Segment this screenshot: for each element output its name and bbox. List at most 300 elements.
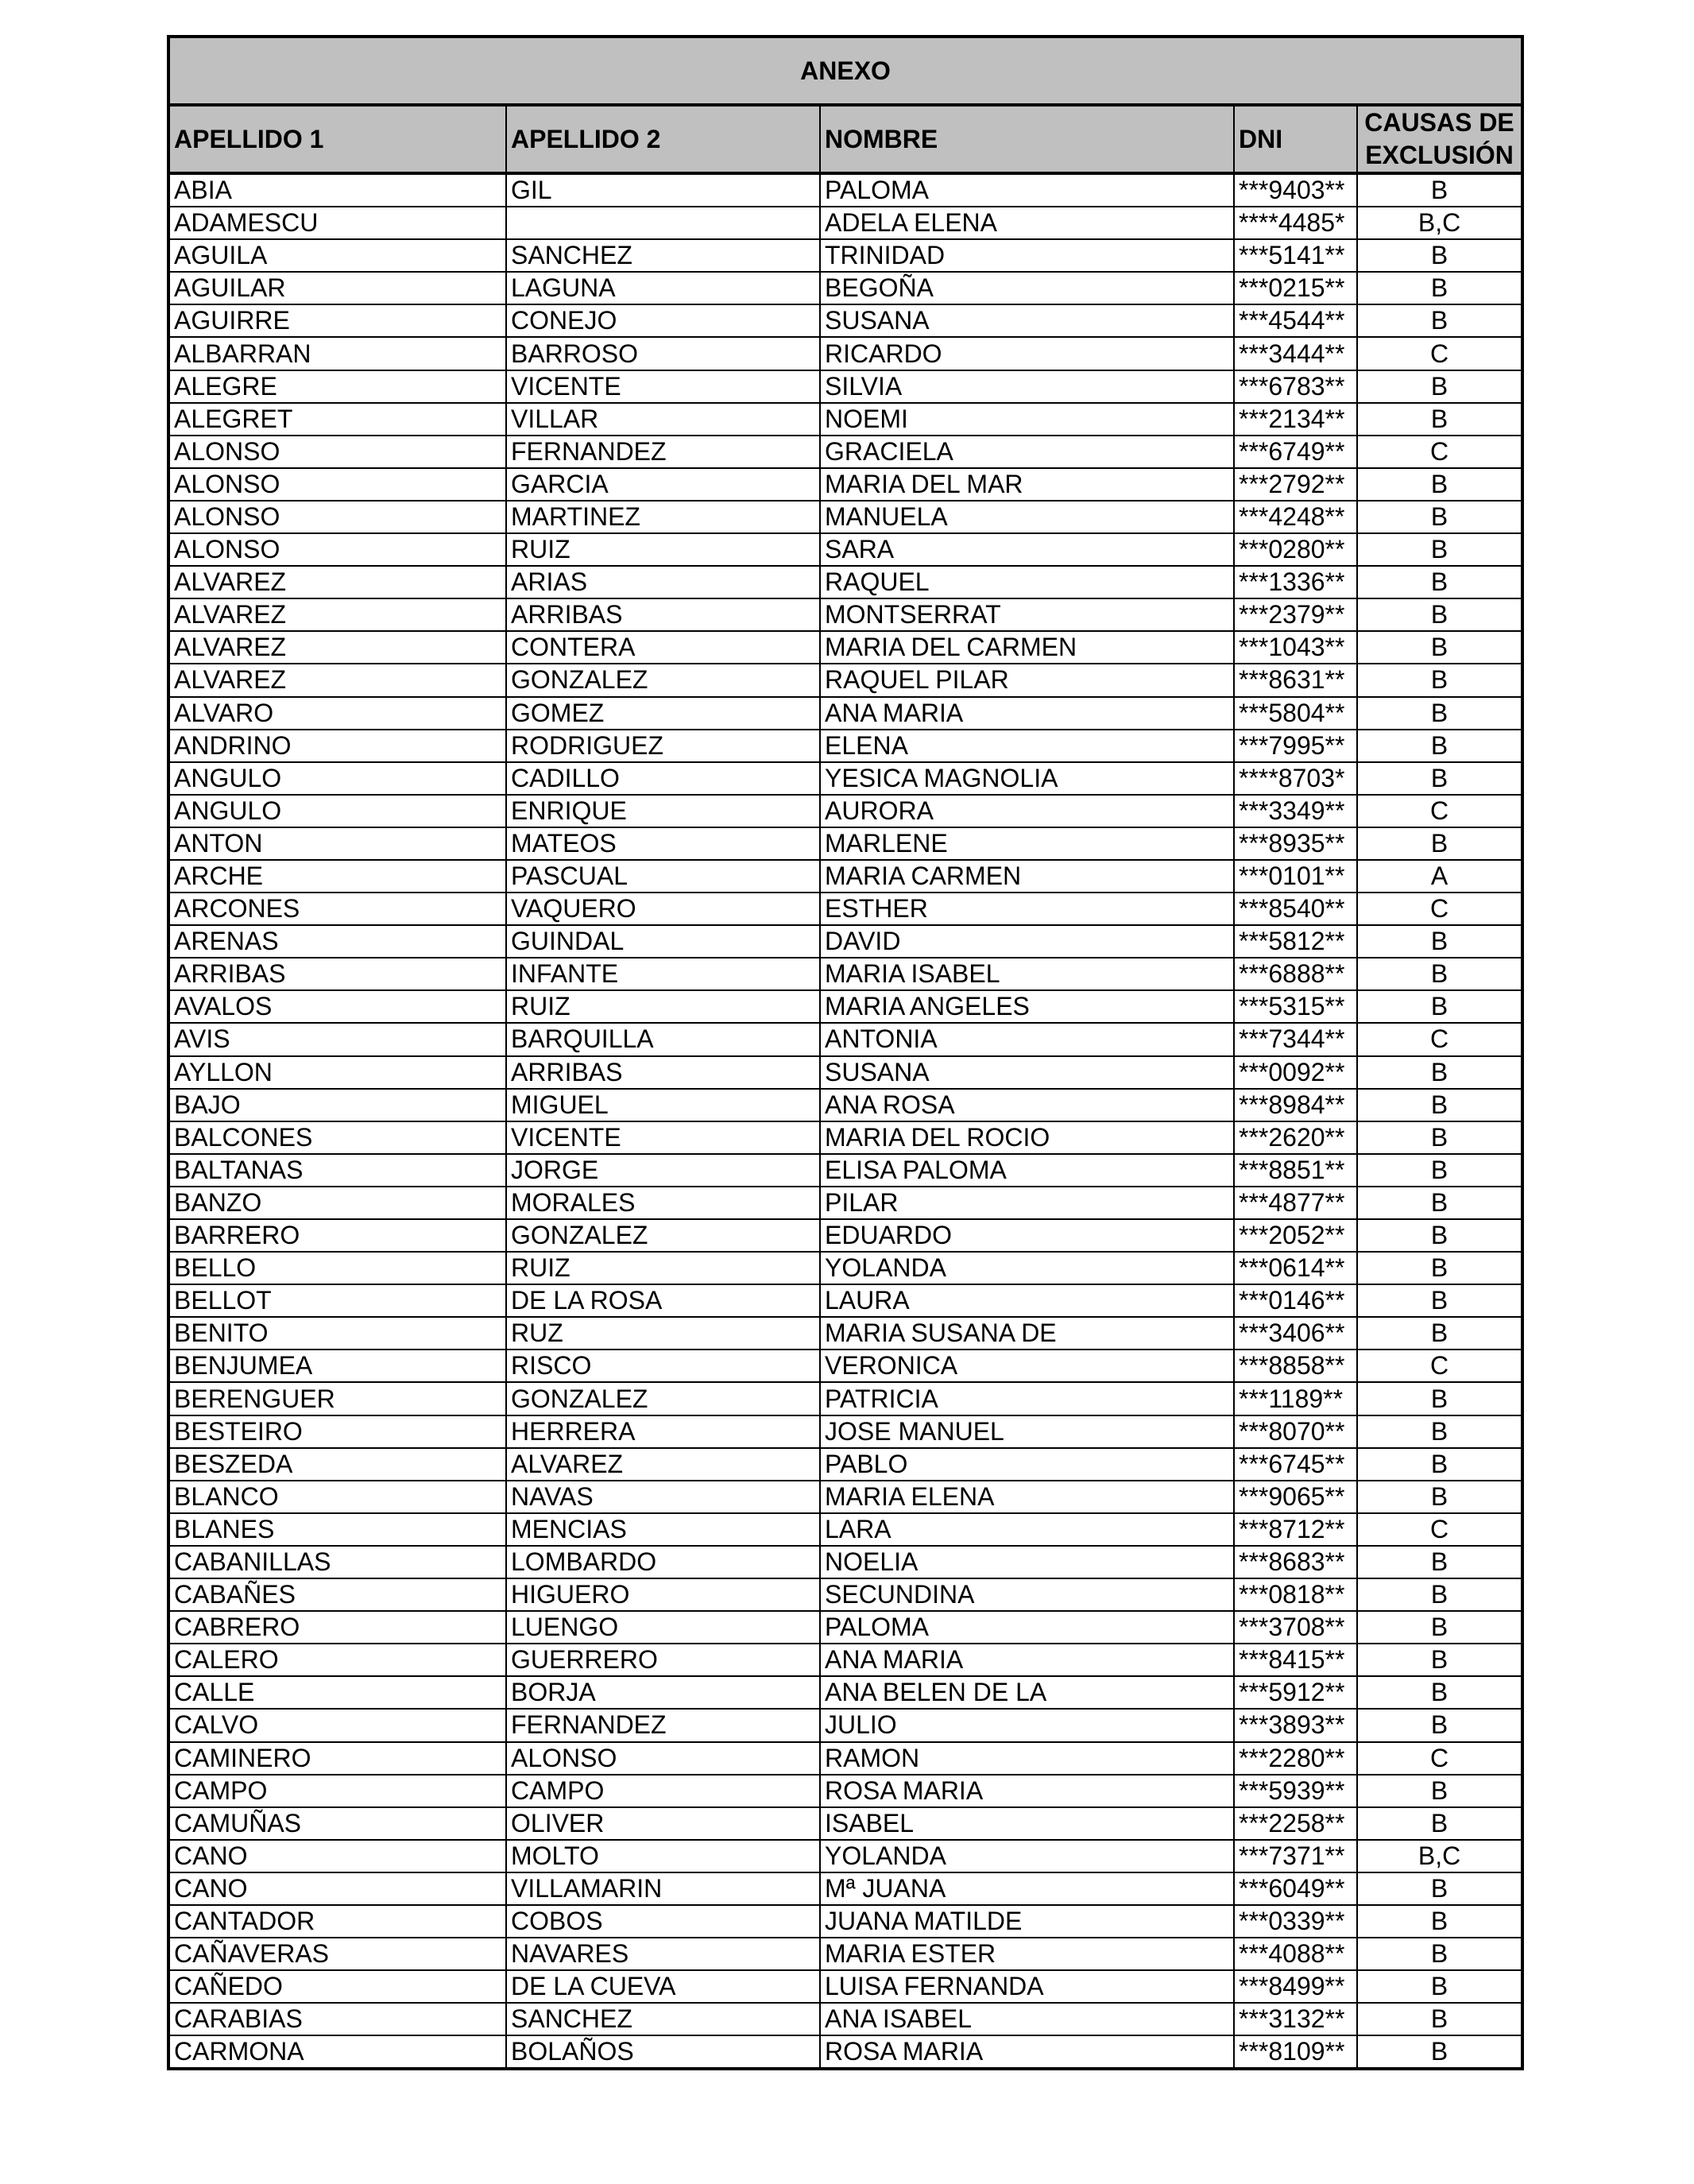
cell-apellido-2: MIGUEL [506, 1089, 820, 1121]
cell-dni: ***2134** [1234, 403, 1357, 436]
table-row [168, 925, 1522, 958]
cell-apellido-1: ARCHE [168, 860, 506, 893]
cell-apellido-1: BANZO [168, 1187, 506, 1219]
cell-nombre: JOSE MANUEL [820, 1415, 1234, 1448]
cell-nombre: JULIO [820, 1709, 1234, 1741]
cell-apellido-1: AGUILAR [168, 272, 506, 304]
cell-apellido-2: ARRIBAS [506, 598, 820, 631]
table-row [168, 239, 1522, 272]
cell-dni: ***4877** [1234, 1187, 1357, 1219]
cell-dni: ***5812** [1234, 925, 1357, 958]
cell-apellido-1: CALERO [168, 1644, 506, 1676]
cell-causas: B [1357, 1775, 1522, 1807]
cell-dni: ****8703* [1234, 762, 1357, 795]
cell-apellido-1: ADAMESCU [168, 207, 506, 239]
cell-dni: ***4248** [1234, 501, 1357, 533]
cell-causas: B [1357, 1676, 1522, 1709]
cell-apellido-2: GUERRERO [506, 1644, 820, 1676]
cell-dni: ***3132** [1234, 2003, 1357, 2035]
cell-causas: B [1357, 1611, 1522, 1644]
cell-causas: B [1357, 403, 1522, 436]
cell-apellido-1: ARCONES [168, 893, 506, 925]
table-row [168, 1056, 1522, 1089]
cell-causas: B [1357, 1970, 1522, 2003]
cell-apellido-1: BENJUMEA [168, 1350, 506, 1382]
cell-nombre: Mª JUANA [820, 1872, 1234, 1905]
cell-apellido-1: CAMPO [168, 1775, 506, 1807]
cell-apellido-2: ALVAREZ [506, 1448, 820, 1481]
cell-apellido-2: LOMBARDO [506, 1546, 820, 1578]
cell-causas: B [1357, 1252, 1522, 1284]
cell-apellido-2: CONEJO [506, 304, 820, 337]
cell-dni: ***3708** [1234, 1611, 1357, 1644]
cell-nombre: GRACIELA [820, 436, 1234, 468]
cell-nombre: ANA MARIA [820, 1644, 1234, 1676]
cell-nombre: MARIA ANGELES [820, 990, 1234, 1023]
table-row [168, 893, 1522, 925]
cell-nombre: BEGOÑA [820, 272, 1234, 304]
cell-dni: ***8070** [1234, 1415, 1357, 1448]
table-row [168, 304, 1522, 337]
cell-causas: B [1357, 1154, 1522, 1187]
cell-apellido-1: AGUILA [168, 239, 506, 272]
cell-dni: ***0818** [1234, 1578, 1357, 1611]
table-row [168, 697, 1522, 730]
table-row [168, 272, 1522, 304]
cell-nombre: MARIA ESTER [820, 1938, 1234, 1970]
cell-nombre: ANA ISABEL [820, 2003, 1234, 2035]
cell-dni: ****4485* [1234, 207, 1357, 239]
cell-nombre: ADELA ELENA [820, 207, 1234, 239]
cell-dni: ***8858** [1234, 1350, 1357, 1382]
cell-apellido-2: RUIZ [506, 1252, 820, 1284]
cell-apellido-1: ALONSO [168, 501, 506, 533]
cell-nombre: PALOMA [820, 173, 1234, 207]
cell-nombre: YOLANDA [820, 1840, 1234, 1872]
table-row [168, 1415, 1522, 1448]
cell-dni: ***8109** [1234, 2035, 1357, 2069]
table-row [168, 860, 1522, 893]
cell-nombre: RAQUEL [820, 566, 1234, 598]
cell-causas: B [1357, 2035, 1522, 2069]
cell-dni: ***6749** [1234, 436, 1357, 468]
cell-nombre: ELISA PALOMA [820, 1154, 1234, 1187]
cell-apellido-2: BORJA [506, 1676, 820, 1709]
cell-apellido-2: GONZALEZ [506, 664, 820, 696]
cell-nombre: RICARDO [820, 337, 1234, 370]
cell-causas: B [1357, 827, 1522, 860]
cell-apellido-1: BELLO [168, 1252, 506, 1284]
cell-apellido-1: CAMUÑAS [168, 1807, 506, 1840]
cell-apellido-1: CARABIAS [168, 2003, 506, 2035]
cell-nombre: VERONICA [820, 1350, 1234, 1382]
cell-causas: B [1357, 958, 1522, 990]
cell-apellido-2: RUZ [506, 1317, 820, 1350]
cell-apellido-1: ARENAS [168, 925, 506, 958]
cell-nombre: ANA MARIA [820, 697, 1234, 730]
cell-apellido-1: CABRERO [168, 1611, 506, 1644]
cell-causas: B [1357, 1382, 1522, 1415]
cell-causas: C [1357, 337, 1522, 370]
cell-dni: ***3893** [1234, 1709, 1357, 1741]
cell-apellido-1: CANTADOR [168, 1905, 506, 1938]
table-row [168, 533, 1522, 566]
cell-apellido-1: CANO [168, 1840, 506, 1872]
cell-dni: ***6783** [1234, 370, 1357, 403]
cell-dni: ***5912** [1234, 1676, 1357, 1709]
cell-nombre: DAVID [820, 925, 1234, 958]
table-row [168, 1154, 1522, 1187]
cell-apellido-1: BESZEDA [168, 1448, 506, 1481]
cell-apellido-2: FERNANDEZ [506, 1709, 820, 1741]
table-row [168, 1317, 1522, 1350]
cell-apellido-1: ALVAREZ [168, 598, 506, 631]
cell-dni: ***5804** [1234, 697, 1357, 730]
cell-dni: ***0146** [1234, 1284, 1357, 1317]
table-row [168, 1121, 1522, 1154]
cell-causas: B [1357, 1317, 1522, 1350]
cell-nombre: MARIA DEL CARMEN [820, 631, 1234, 664]
table-row [168, 1970, 1522, 2003]
table-row [168, 566, 1522, 598]
cell-dni: ***0215** [1234, 272, 1357, 304]
cell-apellido-2: RODRIGUEZ [506, 730, 820, 762]
cell-apellido-2: SANCHEZ [506, 239, 820, 272]
cell-apellido-1: CAMINERO [168, 1742, 506, 1775]
cell-causas: B [1357, 1121, 1522, 1154]
cell-nombre: MONTSERRAT [820, 598, 1234, 631]
cell-causas: B [1357, 1481, 1522, 1513]
cell-apellido-2: CADILLO [506, 762, 820, 795]
cell-nombre: MARIA SUSANA DE [820, 1317, 1234, 1350]
cell-nombre: SUSANA [820, 1056, 1234, 1089]
cell-dni: ***6888** [1234, 958, 1357, 990]
cell-nombre: ESTHER [820, 893, 1234, 925]
cell-dni: ***8683** [1234, 1546, 1357, 1578]
table-row [168, 370, 1522, 403]
cell-causas: B [1357, 1709, 1522, 1741]
cell-causas: B [1357, 1219, 1522, 1252]
cell-apellido-1: CALLE [168, 1676, 506, 1709]
cell-apellido-2: JORGE [506, 1154, 820, 1187]
cell-apellido-1: CARMONA [168, 2035, 506, 2069]
cell-nombre: LARA [820, 1513, 1234, 1546]
cell-apellido-1: ANDRINO [168, 730, 506, 762]
table-body [168, 173, 1522, 2069]
cell-dni: ***2792** [1234, 468, 1357, 501]
cell-apellido-2: RISCO [506, 1350, 820, 1382]
cell-dni: ***1189** [1234, 1382, 1357, 1415]
table-row [168, 1481, 1522, 1513]
cell-causas: B [1357, 1546, 1522, 1578]
cell-dni: ***9403** [1234, 173, 1357, 207]
table-row [168, 795, 1522, 827]
cell-apellido-1: BAJO [168, 1089, 506, 1121]
cell-apellido-1: AVALOS [168, 990, 506, 1023]
cell-apellido-2: OLIVER [506, 1807, 820, 1840]
header-apellido-2: APELLIDO 2 [506, 105, 820, 173]
table-row [168, 730, 1522, 762]
cell-causas: B [1357, 925, 1522, 958]
table-row [168, 1350, 1522, 1382]
cell-apellido-2: COBOS [506, 1905, 820, 1938]
cell-nombre: MARIA CARMEN [820, 860, 1234, 893]
cell-apellido-2: BARROSO [506, 337, 820, 370]
cell-apellido-2: RUIZ [506, 990, 820, 1023]
cell-causas: B [1357, 1187, 1522, 1219]
table-row [168, 1807, 1522, 1840]
cell-causas: B [1357, 631, 1522, 664]
cell-nombre: SILVIA [820, 370, 1234, 403]
cell-nombre: TRINIDAD [820, 239, 1234, 272]
cell-nombre: SARA [820, 533, 1234, 566]
cell-apellido-2: MENCIAS [506, 1513, 820, 1546]
table-title: ANEXO [168, 37, 1522, 105]
cell-apellido-1: CANO [168, 1872, 506, 1905]
table-row [168, 1578, 1522, 1611]
cell-apellido-2: RUIZ [506, 533, 820, 566]
cell-apellido-2: MOLTO [506, 1840, 820, 1872]
cell-apellido-1: ALVAREZ [168, 566, 506, 598]
cell-apellido-2: DE LA CUEVA [506, 1970, 820, 2003]
cell-dni: ***4088** [1234, 1938, 1357, 1970]
cell-apellido-1: ALVAREZ [168, 631, 506, 664]
cell-apellido-1: ALEGRE [168, 370, 506, 403]
cell-causas: B [1357, 173, 1522, 207]
cell-dni: ***6745** [1234, 1448, 1357, 1481]
cell-apellido-2: CONTERA [506, 631, 820, 664]
cell-apellido-2: LUENGO [506, 1611, 820, 1644]
cell-apellido-1: AVIS [168, 1023, 506, 1055]
cell-apellido-1: AGUIRRE [168, 304, 506, 337]
cell-apellido-1: ANGULO [168, 762, 506, 795]
cell-causas: B [1357, 533, 1522, 566]
header-causas-de-exclusion: CAUSAS DE EXCLUSIÓN [1357, 105, 1522, 173]
cell-causas: B [1357, 1938, 1522, 1970]
cell-causas: B [1357, 1807, 1522, 1840]
cell-causas: B [1357, 1578, 1522, 1611]
table-row [168, 631, 1522, 664]
cell-dni: ***7995** [1234, 730, 1357, 762]
cell-nombre: ISABEL [820, 1807, 1234, 1840]
cell-nombre: LAURA [820, 1284, 1234, 1317]
table-row [168, 1546, 1522, 1578]
cell-apellido-1: BARRERO [168, 1219, 506, 1252]
cell-causas: B [1357, 598, 1522, 631]
cell-nombre: JUANA MATILDE [820, 1905, 1234, 1938]
cell-apellido-2: BARQUILLA [506, 1023, 820, 1055]
cell-apellido-2: MATEOS [506, 827, 820, 860]
cell-apellido-2: CAMPO [506, 1775, 820, 1807]
table-row [168, 2035, 1522, 2069]
cell-apellido-2: VICENTE [506, 1121, 820, 1154]
cell-dni: ***0280** [1234, 533, 1357, 566]
table-row [168, 1775, 1522, 1807]
table-row [168, 2003, 1522, 2035]
cell-apellido-1: ANTON [168, 827, 506, 860]
cell-nombre: PABLO [820, 1448, 1234, 1481]
table-row [168, 337, 1522, 370]
cell-apellido-2: DE LA ROSA [506, 1284, 820, 1317]
cell-causas: B [1357, 1448, 1522, 1481]
cell-causas: B [1357, 272, 1522, 304]
table-row [168, 1676, 1522, 1709]
cell-nombre: ANA ROSA [820, 1089, 1234, 1121]
cell-causas: B,C [1357, 1840, 1522, 1872]
table-row [168, 436, 1522, 468]
header-apellido-1: APELLIDO 1 [168, 105, 506, 173]
cell-dni: ***3349** [1234, 795, 1357, 827]
cell-dni: ***1336** [1234, 566, 1357, 598]
cell-nombre: EDUARDO [820, 1219, 1234, 1252]
cell-dni: ***9065** [1234, 1481, 1357, 1513]
table-row [168, 1513, 1522, 1546]
cell-apellido-2: MARTINEZ [506, 501, 820, 533]
cell-nombre: LUISA FERNANDA [820, 1970, 1234, 2003]
cell-dni: ***0092** [1234, 1056, 1357, 1089]
cell-apellido-2: SANCHEZ [506, 2003, 820, 2035]
table-row [168, 762, 1522, 795]
cell-dni: ***8935** [1234, 827, 1357, 860]
cell-apellido-2 [506, 207, 820, 239]
cell-dni: ***8851** [1234, 1154, 1357, 1187]
cell-causas: B [1357, 1905, 1522, 1938]
cell-nombre: PATRICIA [820, 1382, 1234, 1415]
table-row [168, 1742, 1522, 1775]
cell-nombre: MARLENE [820, 827, 1234, 860]
table-row [168, 468, 1522, 501]
cell-apellido-2: HIGUERO [506, 1578, 820, 1611]
cell-causas: B [1357, 468, 1522, 501]
cell-causas: B [1357, 1415, 1522, 1448]
table-row [168, 1644, 1522, 1676]
cell-apellido-2: LAGUNA [506, 272, 820, 304]
table-row [168, 598, 1522, 631]
cell-apellido-1: BENITO [168, 1317, 506, 1350]
table-row [168, 207, 1522, 239]
cell-apellido-1: ALVARO [168, 697, 506, 730]
cell-dni: ***2379** [1234, 598, 1357, 631]
cell-apellido-1: ALEGRET [168, 403, 506, 436]
cell-apellido-2: BOLAÑOS [506, 2035, 820, 2069]
cell-apellido-2: ARIAS [506, 566, 820, 598]
cell-apellido-1: CAÑAVERAS [168, 1938, 506, 1970]
cell-dni: ***1043** [1234, 631, 1357, 664]
table-row [168, 1709, 1522, 1741]
cell-apellido-1: ALVAREZ [168, 664, 506, 696]
cell-nombre: MARIA ELENA [820, 1481, 1234, 1513]
cell-dni: ***8631** [1234, 664, 1357, 696]
cell-causas: C [1357, 893, 1522, 925]
cell-causas: B [1357, 304, 1522, 337]
cell-apellido-1: BESTEIRO [168, 1415, 506, 1448]
cell-nombre: MARIA DEL MAR [820, 468, 1234, 501]
cell-dni: ***5315** [1234, 990, 1357, 1023]
cell-causas: B [1357, 1056, 1522, 1089]
cell-apellido-2: NAVARES [506, 1938, 820, 1970]
cell-dni: ***2052** [1234, 1219, 1357, 1252]
cell-apellido-2: GONZALEZ [506, 1382, 820, 1415]
cell-nombre: MANUELA [820, 501, 1234, 533]
cell-dni: ***8499** [1234, 1970, 1357, 2003]
cell-causas: C [1357, 1350, 1522, 1382]
cell-dni: ***8415** [1234, 1644, 1357, 1676]
table-row [168, 1219, 1522, 1252]
cell-causas: B [1357, 1644, 1522, 1676]
cell-dni: ***8984** [1234, 1089, 1357, 1121]
cell-dni: ***3444** [1234, 337, 1357, 370]
cell-dni: ***7371** [1234, 1840, 1357, 1872]
cell-causas: B [1357, 1284, 1522, 1317]
cell-apellido-1: CABANILLAS [168, 1546, 506, 1578]
cell-nombre: MARIA DEL ROCIO [820, 1121, 1234, 1154]
cell-nombre: RAQUEL PILAR [820, 664, 1234, 696]
cell-dni: ***2620** [1234, 1121, 1357, 1154]
cell-apellido-2: GONZALEZ [506, 1219, 820, 1252]
table-row [168, 1611, 1522, 1644]
cell-apellido-1: BALCONES [168, 1121, 506, 1154]
cell-apellido-1: ALONSO [168, 468, 506, 501]
exclusion-table [167, 35, 1524, 2070]
table-row [168, 1284, 1522, 1317]
cell-causas: B,C [1357, 207, 1522, 239]
cell-apellido-1: CAÑEDO [168, 1970, 506, 2003]
cell-apellido-1: BLANCO [168, 1481, 506, 1513]
table-row [168, 990, 1522, 1023]
table-row [168, 173, 1522, 207]
table-row [168, 664, 1522, 696]
table-row [168, 958, 1522, 990]
cell-causas: B [1357, 990, 1522, 1023]
cell-causas: B [1357, 501, 1522, 533]
cell-causas: B [1357, 697, 1522, 730]
cell-nombre: RAMON [820, 1742, 1234, 1775]
table-row [168, 1840, 1522, 1872]
cell-dni: ***3406** [1234, 1317, 1357, 1350]
cell-nombre: YESICA MAGNOLIA [820, 762, 1234, 795]
cell-apellido-2: VILLAMARIN [506, 1872, 820, 1905]
cell-causas: B [1357, 730, 1522, 762]
cell-apellido-2: VAQUERO [506, 893, 820, 925]
cell-apellido-1: AYLLON [168, 1056, 506, 1089]
cell-causas: B [1357, 664, 1522, 696]
cell-causas: C [1357, 1742, 1522, 1775]
table-row [168, 1089, 1522, 1121]
cell-nombre: NOEMI [820, 403, 1234, 436]
cell-dni: ***4544** [1234, 304, 1357, 337]
cell-apellido-2: GARCIA [506, 468, 820, 501]
cell-apellido-2: NAVAS [506, 1481, 820, 1513]
cell-dni: ***0614** [1234, 1252, 1357, 1284]
cell-dni: ***5939** [1234, 1775, 1357, 1807]
table-row [168, 1023, 1522, 1055]
cell-apellido-1: ALONSO [168, 436, 506, 468]
header-nombre: NOMBRE [820, 105, 1234, 173]
cell-apellido-1: BERENGUER [168, 1382, 506, 1415]
cell-nombre: NOELIA [820, 1546, 1234, 1578]
cell-causas: B [1357, 2003, 1522, 2035]
cell-causas: B [1357, 239, 1522, 272]
cell-causas: B [1357, 370, 1522, 403]
table-row [168, 403, 1522, 436]
cell-apellido-2: ENRIQUE [506, 795, 820, 827]
cell-apellido-2: FERNANDEZ [506, 436, 820, 468]
cell-causas: B [1357, 1089, 1522, 1121]
cell-apellido-1: ABIA [168, 173, 506, 207]
cell-apellido-2: VILLAR [506, 403, 820, 436]
cell-causas: A [1357, 860, 1522, 893]
cell-nombre: ANA BELEN DE LA [820, 1676, 1234, 1709]
